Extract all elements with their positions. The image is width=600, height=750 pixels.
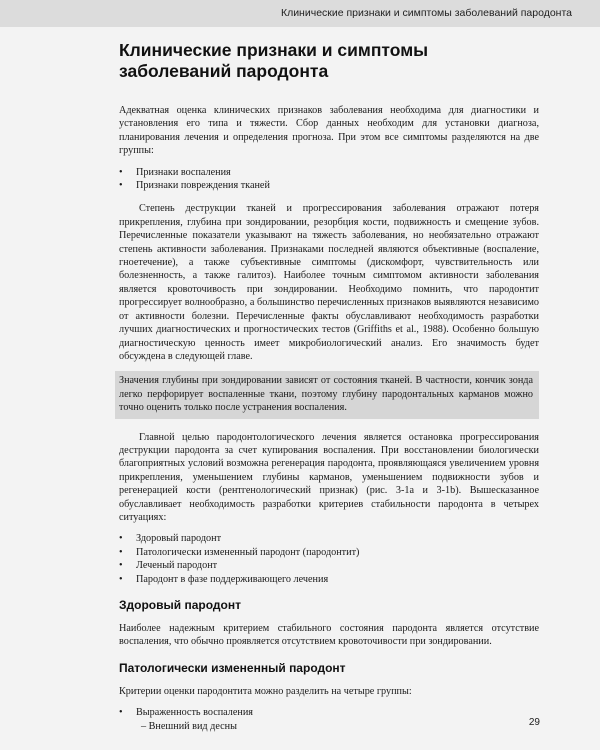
pathological-paragraph: Критерии оценки пародонтита можно разделить на четыре группы: — [119, 685, 412, 697]
sub-list-item: – Внешний вид десны — [141, 720, 237, 732]
goal-paragraph: Главной целью пародонтологического лечения является остановка прогрессирования деструкции пародонта за счет купирования воспаления. При восстановлении биологически благоприятных условий возможна регенерация пародонта, проявляющаяся увеличением уровня прикрепления, уменьшением глубины карманов, уменьшением подвижности зубов и регенерацией кости (рентгенологический признак) (рис. 3-1a и 3-1b). Вышесказанное обуславливает необходимость разработки критериев стабильности пародонта в четырех ситуациях: — [119, 431, 539, 523]
intro-paragraph: Адекватная оценка клинических признаков заболевания необходима для диагностики и установления его типа и тяжести. Сбор данных необходим для установки диагноза, планирования лечения и определения прогноза. При этом все симптомы разделяются на две группы: — [119, 105, 539, 157]
bullet-icon: • — [119, 166, 123, 178]
bullet-icon: • — [119, 560, 123, 572]
list-item-text: Выраженность воспаления — [136, 707, 253, 719]
page-content — [119, 40, 539, 743]
page-number: 29 — [528, 717, 540, 728]
list-item — [119, 573, 539, 586]
bullet-icon: • — [119, 533, 123, 545]
bullet-icon: • — [119, 707, 123, 719]
list-item — [119, 532, 539, 545]
bullet-icon: • — [119, 573, 123, 585]
highlight-box: Значения глубины при зондировании зависят от состояния тканей. В частности, кончик зонда легко перфорирует воспаленные ткани, поэтому глубину пародонтальных карманов можно точно оценить только после устранения воспаления. — [115, 371, 539, 418]
list-item-text: Признаки повреждения тканей — [136, 180, 270, 192]
destruction-paragraph: Степень деструкции тканей и прогрессирования заболевания отражают потеря прикрепления, глубина при зондировании, резорбция кости, подвижность и смещение зубов. Перечисленные показатели указывают на тяжесть заболевания, но необязательно отражают степень активности заболевания. Признаками последней являются объективные (воспаление, гноетечение), а также субъективные симптомы (дискомфорт, чувствительность или болезненность, а также галитоз). Наиболее точным симптомом активности заболевания является кровоточивость при зондировании. Необходимо помнить, что пародонтит прогрессирует волнообразно, а большинство перечисленных признаков выявляются независимо от активности болезни. Перечисленные факты обуславливают необходимость разработки лучших диагностических и прогностических тестов (Griffiths et al., 1988). Особенно большую диагностическую ценность имеет микробиологический анализ. Его значимость будет обсуждена в следующей главе. — [119, 203, 539, 362]
bullet-icon: • — [119, 546, 123, 558]
list-item-text: Леченый пародонт — [136, 560, 218, 572]
running-title: Клинические признаки и симптомы заболеваний пародонта — [280, 7, 572, 19]
list-item — [119, 546, 539, 559]
list-item — [119, 559, 539, 572]
criteria-list — [119, 706, 539, 733]
page-title: Клинические признаки и симптомы заболеваний пародонта — [119, 40, 429, 81]
list-item-text: Патологически измененный пародонт (пародонтит) — [136, 546, 360, 558]
healthy-paragraph: Наиболее надежным критерием стабильного состояния пародонта является отсутствие воспаления, что обычно проявляется отсутствием кровоточивости при зондировании. — [119, 623, 539, 648]
list-item-text: Здоровый пародонт — [136, 533, 222, 545]
symptom-groups-list — [119, 166, 539, 193]
situations-list — [119, 532, 539, 586]
section-heading-pathological: Патологически измененный пародонт — [119, 660, 346, 675]
list-item-text: Пародонт в фазе поддерживающего лечения — [136, 573, 329, 585]
list-item — [119, 706, 539, 733]
list-item — [119, 179, 539, 192]
section-heading-healthy: Здоровый пародонт — [119, 598, 241, 612]
bullet-icon: • — [119, 180, 123, 192]
running-header — [0, 0, 600, 27]
list-item-text: Признаки воспаления — [136, 166, 231, 178]
list-item — [119, 166, 539, 179]
